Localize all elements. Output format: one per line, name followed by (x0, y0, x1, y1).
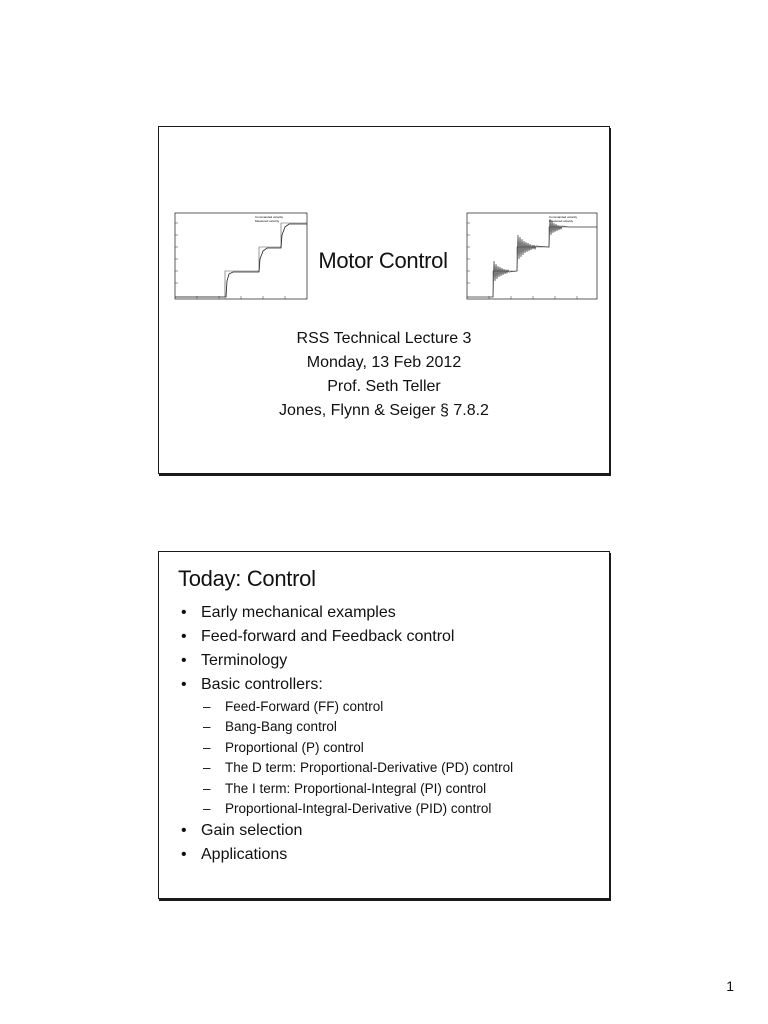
sub-bullet-list (201, 697, 513, 819)
list-item-label: Basic controllers: (201, 676, 323, 693)
lecture-name: RSS Technical Lecture 3 (296, 330, 472, 347)
sub-list-item-label: Bang-Bang control (225, 719, 337, 735)
list-item-label: Feed-forward and Feedback control (201, 628, 455, 645)
sub-list-item-label: Proportional-Integral-Derivative (PID) control (225, 801, 492, 817)
plot-legend-measured-right: Measured velocity (549, 219, 574, 223)
outline-slide (158, 551, 610, 899)
dash-icon: – (203, 801, 211, 817)
dash-icon: – (203, 760, 211, 776)
list-item (179, 649, 513, 673)
sub-list-item (201, 717, 513, 737)
sub-list-item-label: Proportional (P) control (225, 739, 364, 755)
lecturer: Prof. Seth Teller (327, 378, 441, 395)
title-slide (158, 126, 610, 474)
sub-list-item-label: The I term: Proportional-Integral (PI) control (225, 780, 487, 796)
sub-list-item (201, 758, 513, 778)
bullet-icon: • (181, 652, 187, 669)
bullet-icon: • (181, 846, 187, 864)
reference: Jones, Flynn & Seiger § 7.8.2 (279, 402, 489, 419)
list-item-label: Gain selection (201, 822, 303, 840)
list-item (179, 843, 513, 867)
list-item (179, 601, 513, 625)
step-response-plot-left (163, 209, 313, 313)
dash-icon: – (203, 719, 211, 735)
list-item (179, 625, 513, 649)
slide-title: Today: Control (178, 566, 316, 591)
sub-list-item (201, 799, 513, 819)
dash-icon: – (203, 699, 211, 714)
dash-icon: – (203, 739, 211, 755)
slide-title: Motor Control (318, 248, 448, 273)
sub-list-item (201, 779, 513, 799)
sub-list-item (201, 738, 513, 758)
list-item-label: Applications (201, 846, 288, 864)
bullet-list (179, 601, 513, 867)
sub-list-item-label: The D term: Proportional-Derivative (PD) control (225, 760, 514, 776)
dash-icon: – (203, 780, 211, 796)
plot-legend-commanded: Commanded velocity (255, 215, 284, 219)
bullet-icon: • (181, 676, 187, 693)
plot-legend-commanded-right: Commanded velocity (549, 215, 578, 219)
bullet-icon: • (181, 604, 187, 621)
list-item-label: Terminology (201, 652, 288, 669)
sub-list-item (201, 697, 513, 717)
bullet-icon: • (181, 628, 187, 645)
lecture-info (159, 327, 609, 423)
list-item (179, 819, 513, 843)
plot-legend-measured: Measured velocity (255, 219, 280, 223)
list-item-label: Early mechanical examples (201, 604, 396, 621)
sub-list-item-label: Feed-Forward (FF) control (225, 699, 384, 714)
oscillating-response-plot-right (459, 209, 601, 313)
bullet-icon: • (181, 822, 187, 840)
list-item (179, 673, 513, 819)
lecture-date: Monday, 13 Feb 2012 (306, 354, 462, 371)
page-number: 1 (726, 978, 734, 994)
